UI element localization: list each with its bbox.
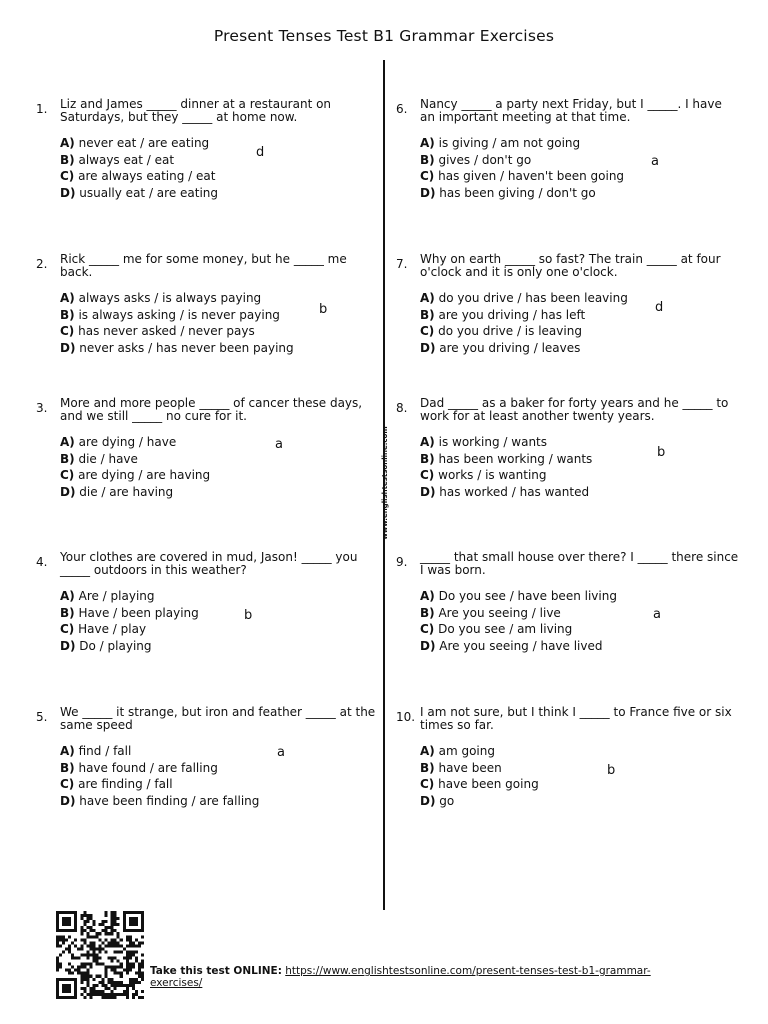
option-letter: D) — [420, 638, 436, 653]
option-text: never asks / has never been paying — [79, 340, 294, 355]
option-list — [60, 135, 380, 201]
option-letter: B) — [420, 605, 435, 620]
question-9 — [396, 550, 740, 654]
option-letter: A) — [420, 291, 435, 305]
option-letter: C) — [60, 777, 75, 791]
option-text: is always asking / is never paying — [78, 307, 280, 322]
option-b — [420, 760, 740, 777]
option-letter: A) — [60, 744, 75, 758]
option-text: always eat / eat — [78, 152, 175, 167]
option-text: have found / are falling — [78, 760, 218, 775]
option-list — [60, 743, 380, 809]
option-b — [420, 307, 740, 324]
option-text: works / is wanting — [438, 468, 547, 482]
option-letter: B) — [60, 760, 75, 775]
option-c — [60, 621, 380, 638]
page-title: Present Tenses Test B1 Grammar Exercises — [213, 27, 555, 45]
option-list — [420, 135, 740, 201]
question-1 — [36, 97, 380, 201]
answer-mark-5: a — [277, 745, 285, 760]
question-text: _____ that small house over there? I _____ there since I was born. — [420, 550, 739, 577]
option-text: is working / wants — [438, 435, 548, 449]
option-c — [420, 776, 740, 793]
option-letter: D) — [420, 340, 436, 355]
question-number: 6. — [396, 102, 408, 116]
option-text: has been working / wants — [438, 451, 593, 466]
option-text: has worked / has wanted — [439, 484, 590, 499]
option-text: are you driving / has left — [438, 307, 586, 322]
option-a — [420, 434, 740, 451]
option-text: are always eating / eat — [78, 169, 216, 183]
answer-mark-2: b — [319, 302, 328, 317]
option-text: are dying / have — [78, 435, 177, 449]
option-list — [60, 434, 380, 500]
option-list — [420, 290, 740, 356]
option-letter: D) — [60, 340, 76, 355]
option-letter: B) — [60, 307, 75, 322]
option-b — [420, 605, 740, 622]
option-text: Do / playing — [79, 638, 152, 653]
option-letter: B) — [420, 451, 435, 466]
answer-mark-3: a — [275, 437, 283, 452]
option-d — [420, 793, 740, 810]
option-a — [420, 135, 740, 152]
option-list — [60, 290, 380, 356]
option-list — [420, 434, 740, 500]
option-list — [60, 588, 380, 654]
option-text: has never asked / never pays — [78, 324, 255, 338]
option-text: never eat / are eating — [78, 136, 210, 150]
option-letter: C) — [420, 324, 435, 338]
option-a — [60, 135, 380, 152]
option-text: Have / play — [78, 622, 147, 636]
question-number: 3. — [36, 401, 48, 415]
option-text: has given / haven't been going — [438, 169, 625, 183]
option-letter: D) — [60, 638, 76, 653]
question-8 — [396, 396, 740, 500]
option-letter: D) — [60, 793, 76, 808]
option-c — [60, 323, 380, 340]
option-text: gives / don't go — [438, 152, 532, 167]
question-number: 2. — [36, 257, 48, 271]
question-text: Liz and James _____ dinner at a restaurant on Saturdays, but they _____ at home now. — [60, 97, 332, 124]
option-text: are you driving / leaves — [439, 340, 581, 355]
option-letter: B) — [60, 451, 75, 466]
option-a — [60, 588, 380, 605]
question-10 — [396, 705, 740, 809]
option-b — [60, 307, 380, 324]
option-c — [60, 776, 380, 793]
option-b — [420, 451, 740, 468]
question-text: We _____ it strange, but iron and feather _____ at the same speed — [60, 705, 376, 732]
footer-label: Take this test ONLINE: — [150, 965, 282, 977]
option-letter: C) — [420, 622, 435, 636]
option-letter: A) — [60, 589, 75, 603]
option-d — [60, 793, 380, 810]
footer — [150, 965, 670, 989]
option-letter: D) — [60, 185, 76, 200]
option-list — [420, 743, 740, 809]
question-text: Rick _____ me for some money, but he _____ me back. — [60, 252, 347, 279]
option-c — [420, 621, 740, 638]
option-d — [420, 484, 740, 501]
option-text: am going — [438, 744, 495, 758]
question-7 — [396, 252, 740, 356]
question-2 — [36, 252, 380, 356]
option-text: are finding / fall — [78, 777, 173, 791]
option-text: do you drive / is leaving — [438, 324, 582, 338]
option-letter: A) — [420, 136, 435, 150]
question-text: More and more people _____ of cancer these days, and we still _____ no cure for it. — [60, 396, 363, 423]
option-b — [60, 152, 380, 169]
option-text: go — [439, 793, 455, 808]
question-3 — [36, 396, 380, 500]
option-text: Do you see / have been living — [438, 589, 617, 603]
qr-code-icon — [55, 911, 145, 999]
question-text: Why on earth _____ so fast? The train _____ at four o'clock and it is only one o'clock. — [420, 252, 721, 279]
option-letter: D) — [60, 484, 76, 499]
option-text: die / have — [78, 451, 138, 466]
question-number: 5. — [36, 710, 48, 724]
option-text: Do you see / am living — [438, 622, 573, 636]
option-c — [60, 168, 380, 185]
option-d — [60, 484, 380, 501]
option-letter: A) — [420, 589, 435, 603]
option-letter: C) — [60, 324, 75, 338]
answer-mark-4: b — [244, 608, 253, 623]
footer-link[interactable]: https://www.englishtestsonline.com/present-tenses-test-b1-grammar-exercises/ — [150, 965, 651, 989]
option-b — [60, 605, 380, 622]
option-letter: A) — [60, 435, 75, 449]
option-text: have been — [438, 760, 502, 775]
option-a — [420, 588, 740, 605]
option-letter: D) — [420, 185, 436, 200]
question-4 — [36, 550, 380, 654]
option-letter: B) — [60, 152, 75, 167]
question-number: 8. — [396, 401, 408, 415]
question-number: 7. — [396, 257, 408, 271]
question-text: Nancy _____ a party next Friday, but I _____. I have an important meeting at that time. — [420, 97, 722, 124]
option-c — [420, 168, 740, 185]
option-letter: D) — [420, 793, 436, 808]
option-a — [60, 290, 380, 307]
option-list — [420, 588, 740, 654]
option-d — [60, 340, 380, 357]
answer-mark-10: b — [607, 763, 616, 778]
option-a — [420, 743, 740, 760]
question-number: 9. — [396, 555, 408, 569]
option-letter: C) — [420, 169, 435, 183]
option-text: find / fall — [78, 744, 132, 758]
option-text: usually eat / are eating — [79, 185, 219, 200]
option-letter: B) — [60, 605, 75, 620]
question-number: 1. — [36, 102, 48, 116]
answer-mark-6: a — [651, 154, 659, 169]
question-6 — [396, 97, 740, 201]
option-text: Are you seeing / live — [438, 605, 561, 620]
option-b — [60, 451, 380, 468]
option-d — [60, 185, 380, 202]
option-text: Are you seeing / have lived — [439, 638, 603, 653]
option-letter: A) — [420, 435, 435, 449]
question-number: 4. — [36, 555, 48, 569]
option-letter: C) — [420, 468, 435, 482]
option-text: Are / playing — [78, 589, 155, 603]
answer-mark-8: b — [657, 445, 666, 460]
option-letter: B) — [420, 760, 435, 775]
answer-mark-1: d — [256, 145, 265, 160]
watermark-text: www.englishtestsonline.com — [381, 426, 389, 540]
option-text: have been finding / are falling — [79, 793, 260, 808]
question-text: I am not sure, but I think I _____ to France five or six times so far. — [420, 705, 732, 732]
option-letter: C) — [60, 468, 75, 482]
option-d — [420, 185, 740, 202]
option-text: do you drive / has been leaving — [438, 291, 628, 305]
option-text: have been going — [438, 777, 539, 791]
option-letter: A) — [420, 744, 435, 758]
option-letter: C) — [60, 622, 75, 636]
option-letter: C) — [60, 169, 75, 183]
option-a — [60, 434, 380, 451]
question-number: 10. — [396, 710, 416, 724]
option-a — [420, 290, 740, 307]
option-text: always asks / is always paying — [78, 291, 262, 305]
option-text: is giving / am not going — [438, 136, 581, 150]
question-text: Dad _____ as a baker for forty years and he _____ to work for at least another twenty years. — [420, 396, 729, 423]
option-text: are dying / are having — [78, 468, 211, 482]
option-b — [60, 760, 380, 777]
option-text: has been giving / don't go — [439, 185, 596, 200]
question-text: Your clothes are covered in mud, Jason! _____ you _____ outdoors in this weather? — [60, 550, 358, 577]
option-letter: A) — [60, 291, 75, 305]
option-letter: C) — [420, 777, 435, 791]
question-5 — [36, 705, 380, 809]
option-d — [420, 340, 740, 357]
option-d — [420, 638, 740, 655]
option-letter: D) — [420, 484, 436, 499]
option-c — [420, 323, 740, 340]
option-letter: B) — [420, 307, 435, 322]
option-text: die / are having — [79, 484, 174, 499]
option-text: Have / been playing — [78, 605, 199, 620]
answer-mark-7: d — [655, 300, 664, 315]
option-letter: A) — [60, 136, 75, 150]
answer-mark-9: a — [653, 607, 661, 622]
option-b — [420, 152, 740, 169]
option-letter: B) — [420, 152, 435, 167]
option-d — [60, 638, 380, 655]
option-c — [60, 467, 380, 484]
option-a — [60, 743, 380, 760]
option-c — [420, 467, 740, 484]
